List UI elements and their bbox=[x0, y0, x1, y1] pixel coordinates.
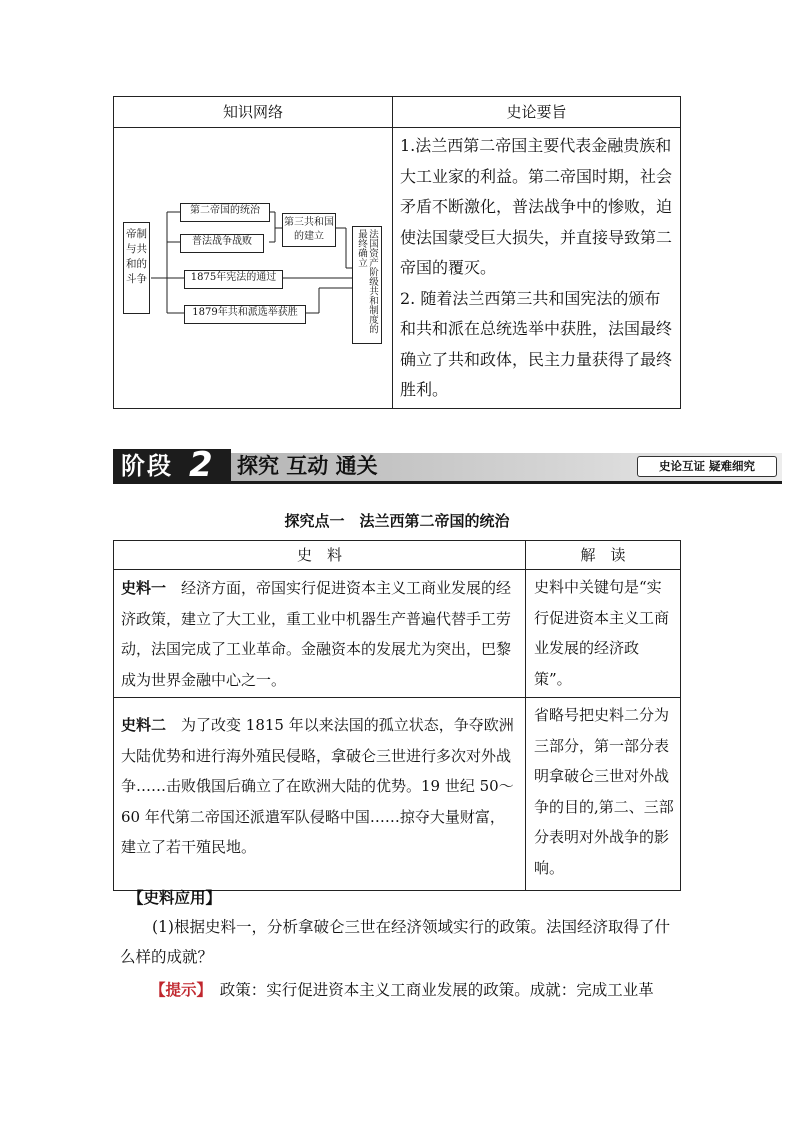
diagram-1879-election-box: 1879年共和派选举获胜 bbox=[184, 305, 306, 324]
diagram-final-text: 法国资产阶级共和制度的最终确立 bbox=[356, 229, 378, 334]
diagram-final-box bbox=[352, 226, 382, 344]
application-heading: 【史料应用】 bbox=[128, 888, 222, 907]
diagram-1875-constitution-box: 1875年宪法的通过 bbox=[184, 270, 283, 289]
hint-line bbox=[150, 975, 690, 1005]
source-row-2 bbox=[114, 698, 526, 891]
stage-label: 阶段 bbox=[121, 452, 173, 480]
source-row-1 bbox=[114, 570, 526, 698]
diagram-connectors bbox=[114, 128, 392, 408]
source-table bbox=[113, 540, 681, 891]
knowledge-diagram-cell bbox=[114, 128, 393, 409]
application-question: (1)根据史料一，分析拿破仑三世在经济领域实行的政策。法国经济取得了什么样的成就？ bbox=[120, 918, 670, 966]
source-1-label: 史料一 bbox=[121, 579, 167, 597]
source-2-text: 为了改变 1815 年以来法国的孤立状态，争夺欧洲大陆优势和进行海外殖民侵略，拿破仑三世进行多次对外战争……击败俄国后确立了在欧洲大陆的优势。19 世纪 50～60 年代第二帝国还派遣军队侵略中国……掠夺大量财富，建立了若干殖民地。 bbox=[121, 716, 514, 856]
source-1-text: 经济方面，帝国实行促进资本主义工商业发展的经济政策，建立了大工业，重工业中机器生产普遍代替手工劳动，法国完成了工业革命。金融资本的发展尤为突出，巴黎成为世界金融中心之一。 bbox=[121, 579, 512, 689]
interpretation-row-1: 史料中关键句是“实行促进资本主义工商业发展的经济政策”。 bbox=[526, 570, 681, 698]
stage-title: 探究 互动 通关 bbox=[237, 454, 378, 478]
stage-number: 2 bbox=[189, 445, 213, 485]
hint-text: 政策：实行促进资本主义工商业发展的政策。成就：完成工业革 bbox=[204, 981, 654, 999]
diagram-third-republic-box: 第三共和国的建立 bbox=[282, 213, 336, 247]
knowledge-table bbox=[113, 96, 681, 409]
stage-tag: 史论互证 疑难细究 bbox=[637, 456, 777, 477]
hint-label: 【提示】 bbox=[150, 980, 205, 999]
key-point-1: 1.法兰西第二帝国主要代表金融贵族和大工业家的利益。第二帝国时期，社会矛盾不断激化，普法战争中的惨败，迫使法国蒙受巨大损失，并直接导致第二帝国的覆灭。 bbox=[400, 136, 673, 277]
section-title: 探究点一 法兰西第二帝国的统治 bbox=[284, 512, 510, 530]
stage-banner bbox=[113, 445, 782, 485]
knowledge-diagram bbox=[114, 128, 392, 408]
key-points-header: 史论要旨 bbox=[393, 97, 681, 128]
diagram-root-box: 帝制与共和的斗争 bbox=[123, 222, 150, 314]
source-2-label: 史料二 bbox=[121, 716, 167, 734]
key-points-cell bbox=[393, 128, 681, 409]
knowledge-network-header: 知识网络 bbox=[114, 97, 393, 128]
diagram-franco-prussian-war-box: 普法战争战败 bbox=[180, 234, 264, 253]
key-point-2: 2. 随着法兰西第三共和国宪法的颁布和共和派在总统选举中获胜，法国最终确立了共和政体，民主力量获得了最终胜利。 bbox=[400, 288, 673, 399]
interpretation-header: 解 读 bbox=[526, 541, 681, 570]
diagram-second-empire-box: 第二帝国的统治 bbox=[180, 203, 270, 222]
interpretation-row-2: 省略号把史料二分为三部分，第一部分表明拿破仑三世对外战争的目的,第二、三部分表明对外战争的影响。 bbox=[526, 698, 681, 891]
source-header: 史 料 bbox=[114, 541, 526, 570]
